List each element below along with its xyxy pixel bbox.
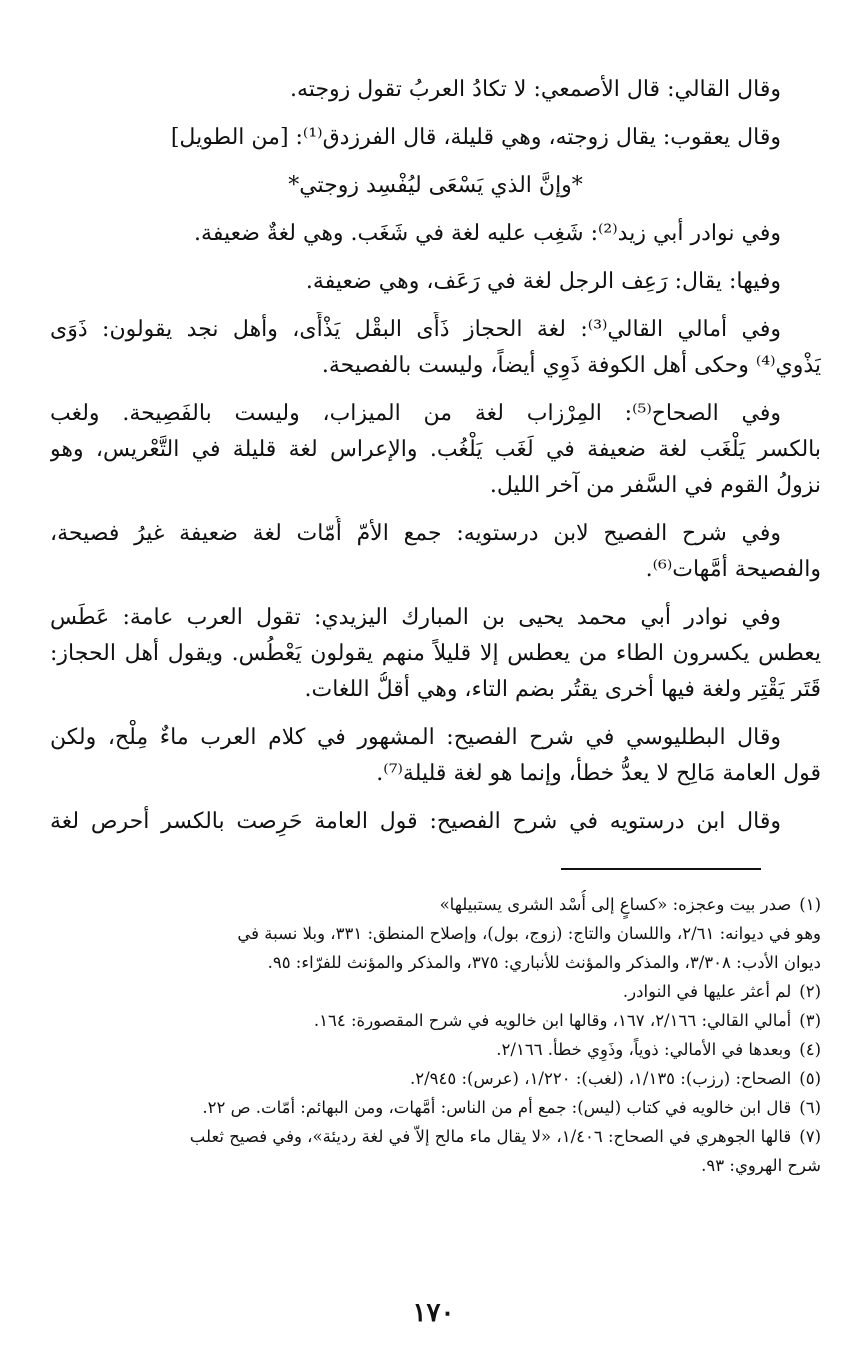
paragraph bbox=[50, 804, 821, 840]
footnote-number: (١) bbox=[799, 895, 821, 914]
text-line: وفي أمالي القالي⁽³⁾: لغة الحجاز ذَأَى البقْل يَذْأَى، وأهل نجد يقولون: ذَوَى bbox=[50, 317, 781, 342]
text-line: بالكسر يَلْغَب لغة ضعيفة في لَغَب يَلْغُب. والإعراس لغة قليلة في التَّعْريس، وهو bbox=[50, 437, 821, 462]
main-text bbox=[50, 72, 821, 840]
footnote-text: لم أعثر عليها في النوادر. bbox=[622, 982, 792, 1001]
text-line: قَتَر يَقْتِر ولغة فيها أخرى يقتُر بضم التاء، وهي أقلُّ اللغات. bbox=[304, 677, 821, 702]
footnote-text: قال ابن خالويه في كتاب (ليس): جمع أم من الناس: أمَّهات، ومن البهائم: أمّات. ص ٢٢. bbox=[202, 1098, 792, 1117]
footnote-text: وبعدها في الأمالي: ذوياً، وذَوِي خطأ. ٢/١٦٦. bbox=[496, 1040, 792, 1059]
paragraph bbox=[50, 216, 821, 252]
footnote-number: (٧) bbox=[799, 1127, 821, 1146]
footnote-number: (٣) bbox=[799, 1011, 821, 1030]
paragraph bbox=[50, 720, 821, 792]
paragraph bbox=[50, 264, 821, 300]
paragraph bbox=[50, 516, 821, 588]
verse-line: *وإنَّ الذي يَسْعَى ليُفْسِد زوجتي* bbox=[288, 173, 583, 198]
footnote-text: ديوان الأدب: ٣/٣٠٨، والمذكر والمؤنث للأنباري: ٣٧٥، والمذكر والمؤنث للفرّاء: ٩٥. bbox=[267, 953, 821, 972]
paragraph bbox=[50, 120, 821, 156]
footnote-text: شرح الهروي: ٩٣. bbox=[701, 1156, 821, 1175]
text-line: يعطس يكسرون الطاء من يعطس إلا قليلاً منهم يقولون يَعْطُس. ويقول أهل الحجاز: bbox=[50, 641, 821, 666]
footnotes bbox=[50, 890, 821, 1180]
footnote-number: (٢) bbox=[799, 982, 821, 1001]
footnote-number: (٦) bbox=[799, 1098, 821, 1117]
footnote bbox=[50, 1093, 821, 1122]
paragraph bbox=[50, 72, 821, 108]
text-line: وقال ابن درستويه في شرح الفصيح: قول العامة حَرِصت بالكسر أحرص لغة bbox=[50, 809, 781, 834]
text-line: وفي شرح الفصيح لابن درستويه: جمع الأمّ أُمّات لغة ضعيفة غيرُ فصيحة، bbox=[50, 521, 781, 546]
footnote-text: وهو في ديوانه: ٢/٦١، واللسان والتاج: (زوج، بول)، وإصلاح المنطق: ٣٣١، وبلا نسبة في bbox=[237, 924, 821, 943]
footnote bbox=[50, 1064, 821, 1093]
text-line: وقال يعقوب: يقال زوجته، وهي قليلة، قال الفرزدق⁽¹⁾: [من الطويل] bbox=[170, 125, 781, 150]
text-line: نزولُ القوم في السَّفر من آخر الليل. bbox=[489, 473, 821, 498]
footnote bbox=[50, 1035, 821, 1064]
footnote bbox=[50, 977, 821, 1006]
footnote bbox=[50, 1006, 821, 1035]
paragraph bbox=[50, 396, 821, 504]
page-number: ١٧٠ bbox=[412, 1298, 455, 1328]
footnote bbox=[50, 890, 821, 977]
footnote-text: صدر بيت وعجزه: «كساعٍ إلى أُسْد الشرى يستبيلها» bbox=[439, 895, 792, 914]
footnote-text: قالها الجوهري في الصحاح: ١/٤٠٦، «لا يقال ماء مالح إلاّ في لغة رديئة»، وفي فصيح ثعلب bbox=[189, 1127, 792, 1146]
footnote-number: (٥) bbox=[799, 1069, 821, 1088]
paragraph bbox=[50, 312, 821, 384]
text-line: وفيها: يقال: رَعِف الرجل لغة في رَعَف، وهي ضعيفة. bbox=[305, 269, 781, 294]
text-line: قول العامة مَالِح لا يعدُّ خطأ، وإنما هو لغة قليلة⁽⁷⁾. bbox=[376, 761, 821, 786]
text-line: وفي نوادر أبي زيد⁽²⁾: شَغِب عليه لغة في شَغَب. وهي لغةٌ ضعيفة. bbox=[194, 221, 781, 246]
text-line: يَذْوي⁽⁴⁾ وحكى أهل الكوفة ذَوِي أيضاً، وليست بالفصيحة. bbox=[321, 353, 821, 378]
text-line: وفي نوادر أبي محمد يحيى بن المبارك اليزيدي: تقول العرب عامة: عَطَس bbox=[50, 605, 781, 630]
text-line: وقال القالي: قال الأصمعي: لا تكادُ العربُ تقول زوجته. bbox=[290, 77, 781, 102]
footnote-text: أمالي القالي: ٢/١٦٦، ١٦٧، وقالها ابن خالويه في شرح المقصورة: ١٦٤. bbox=[313, 1011, 792, 1030]
text-line: والفصيحة أمَّهات⁽⁶⁾. bbox=[645, 557, 821, 582]
footnote-text: الصحاح: (رزب): ١/١٣٥، (لغب): ١/٢٢٠، (عرس): ٢/٩٤٥. bbox=[409, 1069, 792, 1088]
text-line: وقال البطليوسي في شرح الفصيح: المشهور في كلام العرب ماءٌ مِلْح، ولكن bbox=[50, 725, 781, 750]
footnote bbox=[50, 1122, 821, 1180]
paragraph bbox=[50, 600, 821, 708]
footnote-number: (٤) bbox=[799, 1040, 821, 1059]
footnote-divider bbox=[561, 868, 761, 870]
text-line: وفي الصحاح⁽⁵⁾: المِرْزاب لغة من الميزاب، وليست بالفَصِيحة. ولغب bbox=[50, 401, 782, 426]
